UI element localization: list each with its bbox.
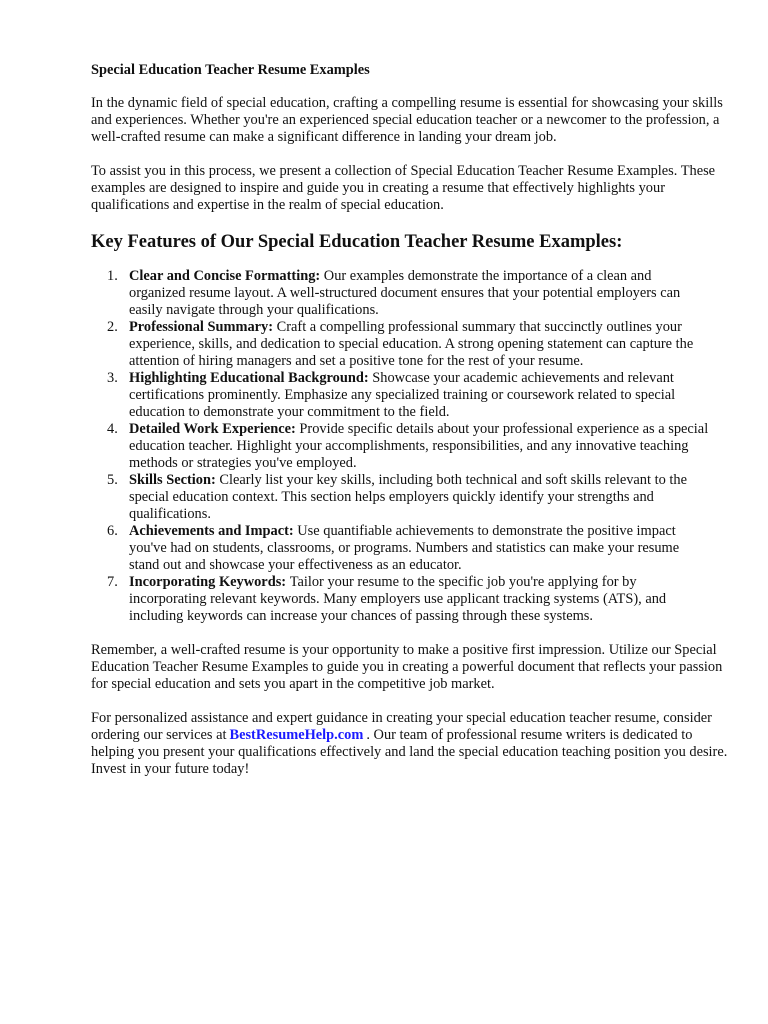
features-list xyxy=(91,268,711,625)
feature-item-7 xyxy=(91,574,711,625)
feature-item-5 xyxy=(91,472,711,523)
feature-text: Provide specific details about your professional experience as a special education teacher. Highlight your accomplishments, responsibilities, and any innovative teaching methods or strategies you've employed. xyxy=(129,421,709,471)
assist-paragraph: To assist you in this process, we present a collection of Special Education Teacher Resume Examples. These examples are designed to inspire and guide you in creating a resume that effectively highlights your qualifications and expertise in the realm of special education. xyxy=(91,163,716,213)
feature-label: Professional Summary: xyxy=(129,319,277,335)
feature-number: 6. xyxy=(107,523,118,539)
feature-item-2 xyxy=(91,319,711,370)
bestresumehelp-link[interactable]: BestResumeHelp.com xyxy=(229,727,364,743)
feature-text: Showcase your academic achievements and relevant certifications prominently. Emphasize any specialized training or coursework related to special education to demonstrate your commitment to the field. xyxy=(129,370,676,420)
feature-number: 4. xyxy=(107,421,118,437)
feature-number: 2. xyxy=(107,319,118,335)
feature-item-3 xyxy=(91,370,711,421)
feature-text: Clearly list your key skills, including both technical and soft skills relevant to the special education context. This section helps employers quickly identify your strengths and qualifications. xyxy=(129,472,687,522)
feature-label: Clear and Concise Formatting: xyxy=(129,268,324,284)
feature-label: Detailed Work Experience: xyxy=(129,421,300,437)
feature-label: Highlighting Educational Background: xyxy=(129,370,373,386)
closing-text-before-link: For personalized assistance and expert guidance in creating your special education teacher resume, consider ordering our services at xyxy=(91,710,712,743)
feature-text: Use quantifiable achievements to demonstrate the positive impact you've had on students, classrooms, or programs. Numbers and statistics can make your resume stand out and showcase your effectiveness as an educator. xyxy=(129,523,680,573)
feature-number: 3. xyxy=(107,370,118,386)
intro-paragraph: In the dynamic field of special education, crafting a compelling resume is essential for showcasing your skills and experiences. Whether you're an experienced special education teacher or a newcomer to the profession, a well-crafted resume can make a significant difference in landing your dream job. xyxy=(91,95,723,145)
feature-number: 1. xyxy=(107,268,118,284)
feature-text: Tailor your resume to the specific job you're applying for by incorporating relevant keywords. Many employers use applicant tracking systems (ATS), and including keywords can increase your chances of passing through these systems. xyxy=(129,574,667,624)
feature-item-6 xyxy=(91,523,711,574)
feature-label: Incorporating Keywords: xyxy=(129,574,290,590)
document-title: Special Education Teacher Resume Examples xyxy=(91,62,370,78)
feature-label: Achievements and Impact: xyxy=(129,523,298,539)
feature-text: Craft a compelling professional summary that succinctly outlines your experience, skills, and dedication to special education. A strong opening statement can capture the attention of hiring managers and set a positive tone for the rest of your resume. xyxy=(129,319,694,369)
features-heading: Key Features of Our Special Education Teacher Resume Examples: xyxy=(91,232,623,252)
closing-text-after-link: . Our team of professional resume writers is dedicated to helping you present your qualifications effectively and land the special education teaching position you desire. Invest in your future today! xyxy=(91,727,728,777)
feature-label: Skills Section: xyxy=(129,472,220,488)
feature-text: Our examples demonstrate the importance of a clean and organized resume layout. A well-structured document ensures that your potential employers can easily navigate through your qualifications. xyxy=(129,268,681,318)
feature-number: 5. xyxy=(107,472,118,488)
feature-item-4 xyxy=(91,421,711,472)
remember-paragraph: Remember, a well-crafted resume is your opportunity to make a positive first impression. Utilize our Special Education Teacher Resume Examples to guide you in creating a powerful document that reflects your passion for special education and sets you apart in the competitive job market. xyxy=(91,642,723,692)
feature-item-1 xyxy=(91,268,711,319)
closing-paragraph xyxy=(91,710,731,778)
feature-number: 7. xyxy=(107,574,118,590)
